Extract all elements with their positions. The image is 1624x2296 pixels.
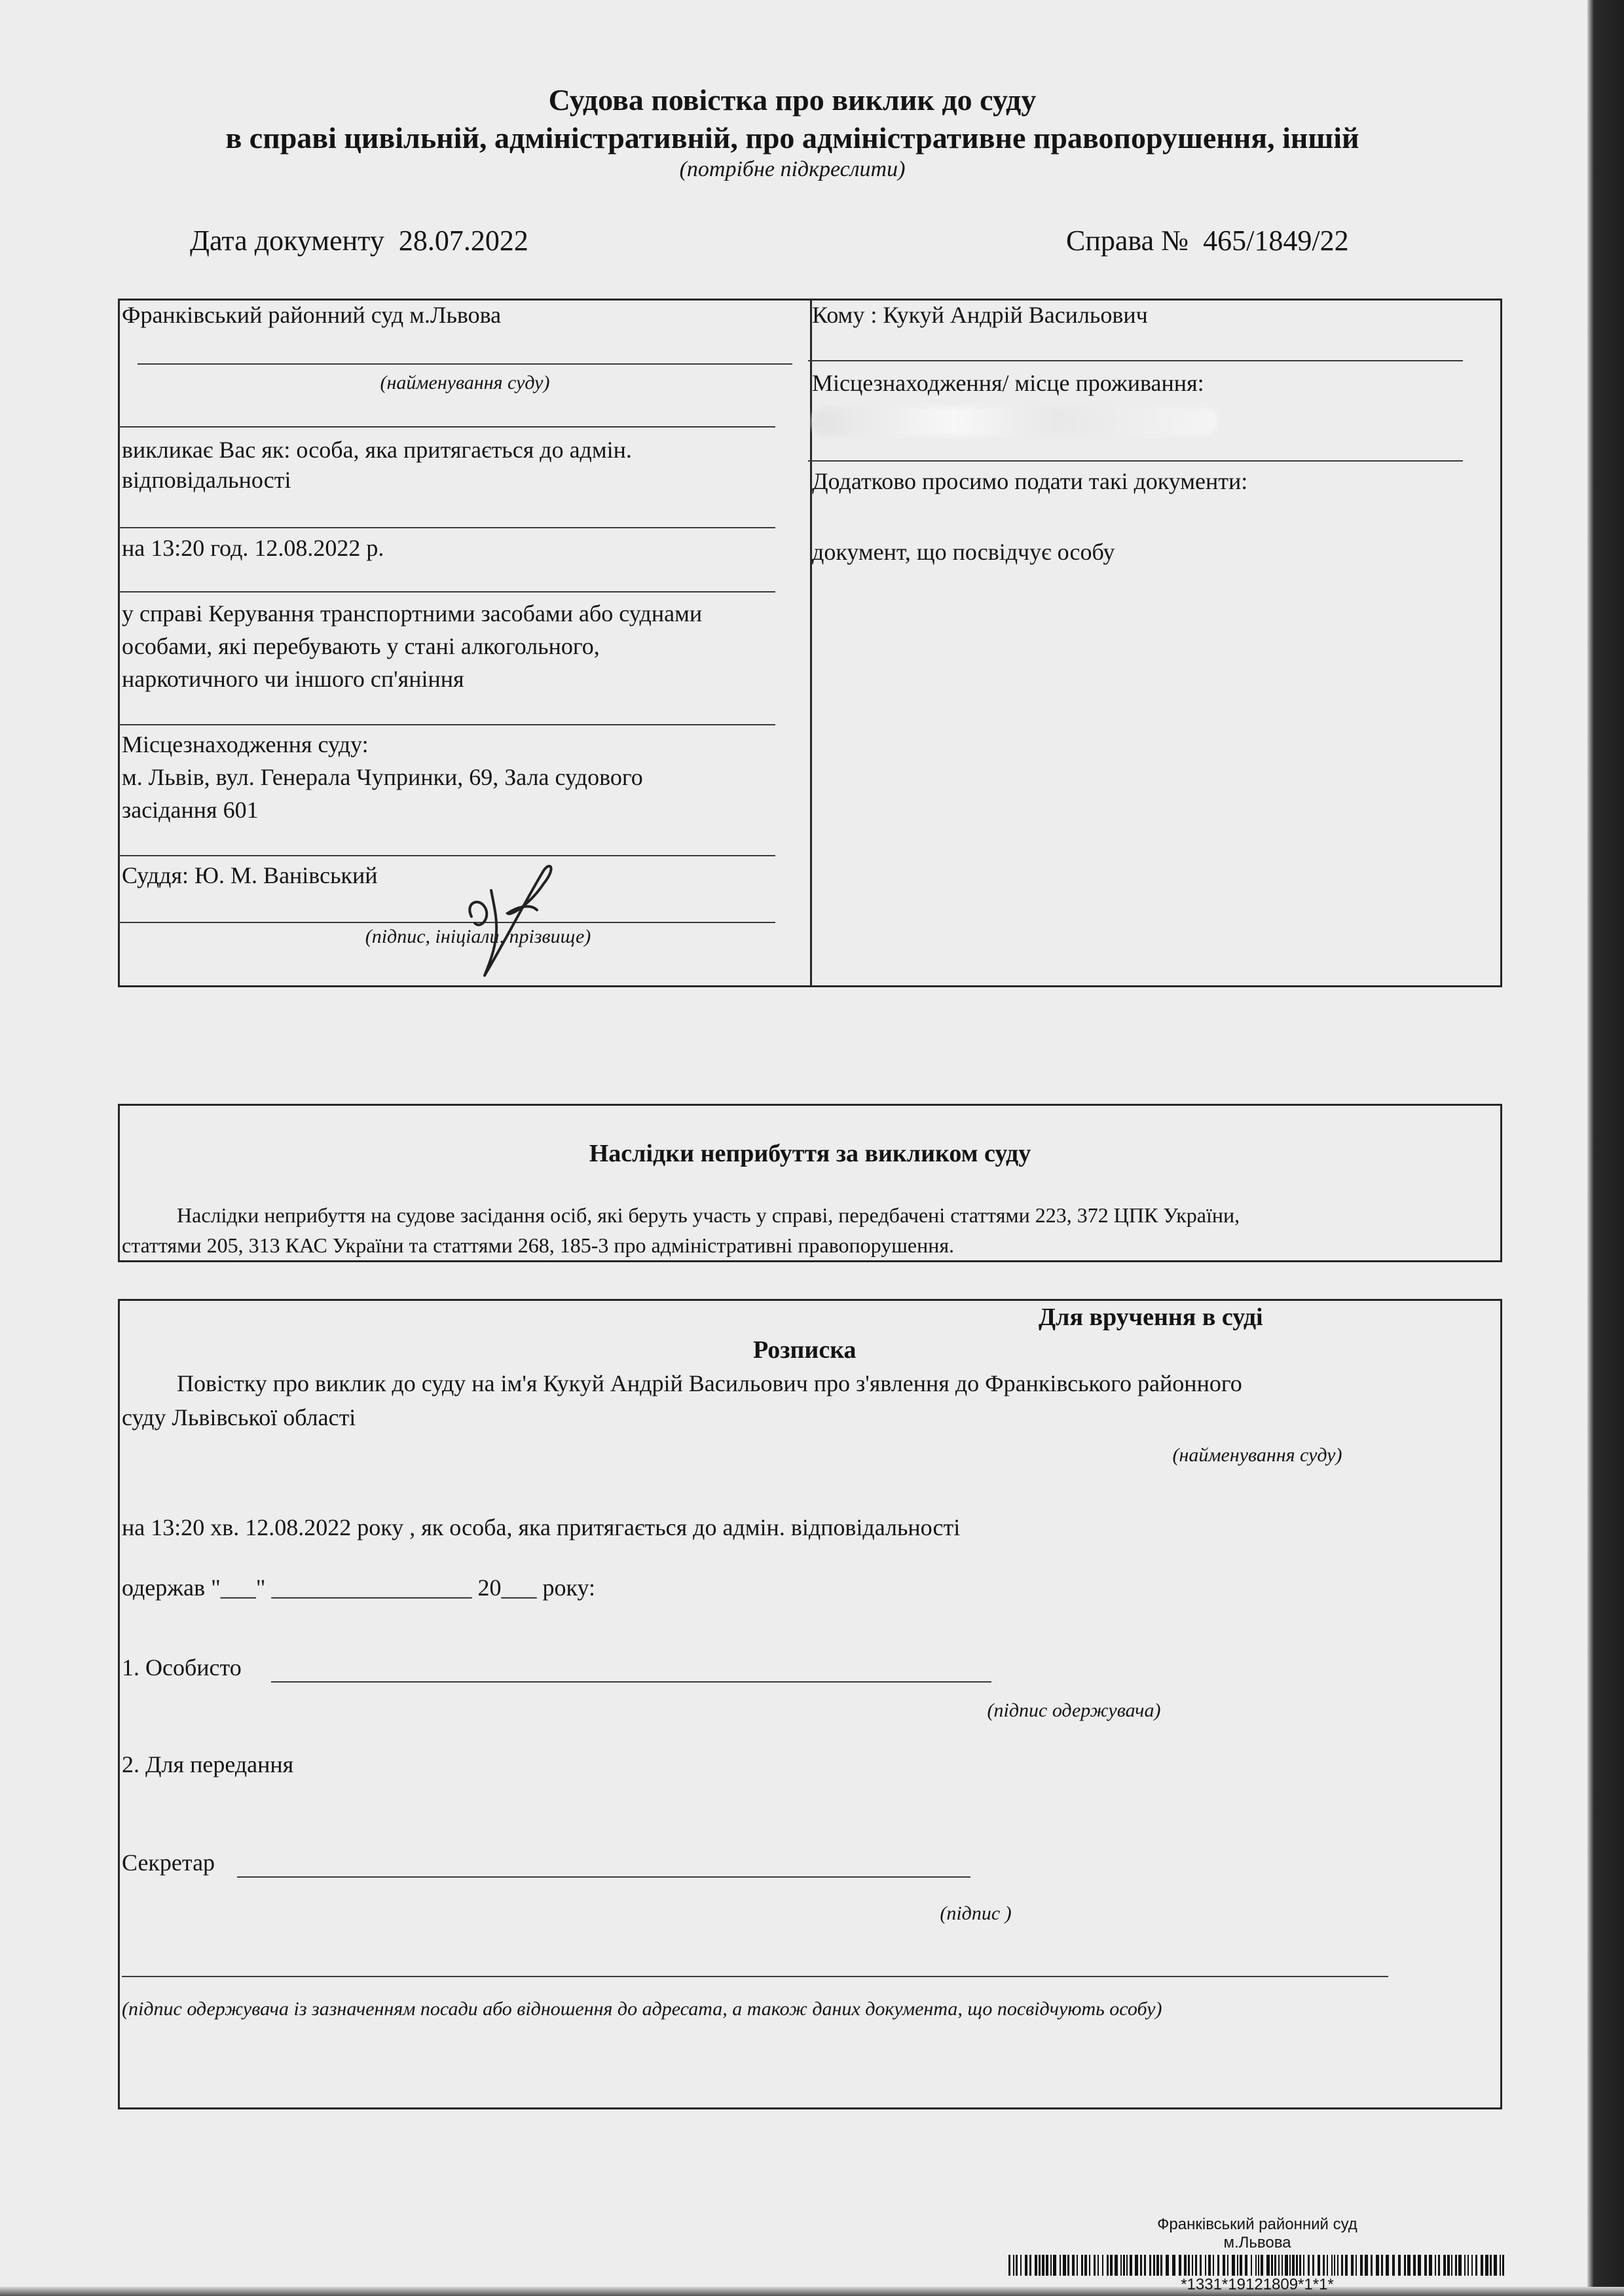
recipient-underline [808,360,1463,361]
bottom-signature-line [122,1976,1388,1977]
barcode-bar [1285,2255,1288,2276]
personally-signature-line [271,1681,991,1683]
barcode-bar [1084,2255,1087,2276]
barcode-bar [1386,2255,1389,2276]
footer-stamp-line1: Франківський районний суд [1157,2215,1357,2233]
received-line: одержав "___" _________________ 20___ року: [122,1575,596,1601]
case-label: Справа № [1066,225,1189,257]
consequences-text-line1: Наслідки неприбуття на судове засідання осіб, які беруть участь у справі, передбачені статтями 223, 372 ЦПК України, [177,1203,1240,1227]
summoned-as-line1: викликає Вас як: особа, яка притягається до адмін. [122,437,632,463]
barcode-bar [1123,2255,1125,2276]
court-location-line2: засідання 601 [122,797,259,823]
recipient-signature-caption: (підпис одержувача) [987,1700,1161,1721]
barcode-bar [1251,2255,1252,2276]
barcode-text: *1331*19121809*1*1* [1181,2276,1334,2293]
barcode-bar [1039,2255,1041,2276]
barcode-bar [1208,2255,1211,2276]
date-value: 28.07.2022 [398,225,528,257]
barcode-bar [1110,2255,1113,2276]
barcode-bar [1098,2255,1099,2276]
court-location-label: Місцезнаходження суду: [122,731,369,757]
barcode-bar [1455,2255,1457,2276]
barcode-bar [1371,2255,1373,2276]
handwritten-signature [445,845,589,989]
barcode-bar [1407,2255,1411,2276]
barcode-bar [1494,2255,1497,2276]
barcode-bar [1502,2255,1504,2276]
barcode-bar [1166,2255,1169,2276]
barcode-bar [1303,2255,1304,2276]
barcode-bar [1429,2255,1432,2276]
recipient-address-underline [808,460,1463,462]
barcode-bar [1392,2255,1395,2276]
barcode-bar [1443,2255,1446,2276]
barcode-bar [1192,2255,1193,2276]
barcode-bar [1067,2255,1069,2276]
divider [118,724,775,725]
judge-name: Суддя: Ю. М. Ванівський [122,862,378,888]
barcode-bar [1327,2255,1328,2276]
barcode-bar [1447,2255,1450,2276]
barcode-bar [1179,2255,1181,2276]
barcode-bar [1200,2255,1202,2276]
secretary-label: Секретар [122,1850,215,1876]
barcode-bar [1271,2255,1273,2276]
barcode-bar [1424,2255,1427,2276]
barcode-bar [1376,2255,1379,2276]
extra-docs-value: документ, що посвідчує особу [812,539,1115,565]
secretary-signature-line [237,1876,970,1878]
barcode-bar [1025,2255,1027,2276]
barcode-bar [1381,2255,1383,2276]
barcode-bar [1102,2255,1103,2276]
recipient-address-label: Місцезнаходження/ місце проживання: [812,370,1204,396]
hearing-time: на 13:20 год. 12.08.2022 р. [122,535,384,561]
barcode-bar [1360,2255,1363,2276]
barcode-bar [1089,2255,1090,2276]
barcode-bar [1184,2255,1187,2276]
barcode-bar [1308,2255,1310,2276]
barcode-bar [1464,2255,1466,2276]
barcode-bar [1274,2255,1276,2276]
barcode-bar [1475,2255,1477,2276]
footer-stamp-line2: м.Львова [1223,2234,1291,2251]
barcode-bar [1413,2255,1416,2276]
barcode-bar [1072,2255,1075,2276]
barcode-bar [1296,2255,1298,2276]
divider [118,426,775,428]
barcode-bar [1107,2255,1109,2276]
barcode-bar [1312,2255,1314,2276]
barcode-bar [1438,2255,1440,2276]
barcode-bar [1081,2255,1083,2276]
barcode-bar [1046,2255,1048,2276]
recipient-name: Кому : Кукуй Андрій Васильович [812,302,1148,328]
barcode-bar [1467,2255,1469,2276]
date-label: Дата документу [190,225,384,257]
barcode-bar [1077,2255,1078,2276]
barcode-bar [1351,2255,1354,2276]
barcode-bar [1245,2255,1247,2276]
barcode-bar [1160,2255,1162,2276]
barcode-bar [1035,2255,1037,2276]
barcode-bar [1481,2255,1483,2276]
extra-docs-label: Додатково просимо подати такі документи: [812,468,1248,494]
barcode-bar [1485,2255,1488,2276]
summons-divider [810,301,812,985]
barcode-bar [1451,2255,1452,2276]
redacted-address [812,407,1218,436]
receipt-text-line2: суду Львівської області [122,1404,356,1430]
barcode-bar [1153,2255,1155,2276]
barcode-bar [1323,2255,1325,2276]
signature-caption: (підпис, ініціали, прізвище) [365,926,591,947]
barcode-bar [1063,2255,1066,2276]
document-title-line1: Судова повістка про виклик до суду [548,83,1037,117]
barcode-bar [1135,2255,1138,2276]
barcode-bar [1345,2255,1348,2276]
receipt-court-caption: (найменування суду) [1172,1444,1342,1466]
barcode-bar [1458,2255,1462,2276]
barcode-bar [1261,2255,1263,2276]
barcode-bar [1356,2255,1357,2276]
barcode-bar [1282,2255,1283,2276]
receipt-text-line1: Повістку про виклик до суду на ім'я Кукуй Андрій Васильович про з'явлення до Франківського районного [177,1370,1242,1396]
case-number [1066,224,1349,257]
barcode-bar [1053,2255,1056,2276]
barcode-bar [1149,2255,1151,2276]
barcode-bar [1266,2255,1270,2276]
barcode-bar [1156,2255,1159,2276]
summoned-as-line2: відповідальності [122,467,291,493]
delivery-note: Для вручення в суді [1039,1303,1263,1331]
document-title-note: (потрібне підкреслити) [679,157,906,181]
barcode-bar [1130,2255,1132,2276]
case-value: 465/1849/22 [1203,225,1349,257]
barcode-bar [1435,2255,1436,2276]
barcode [1008,2255,1506,2276]
barcode-bar [1115,2255,1118,2276]
barcode-bar [1292,2255,1295,2276]
barcode-bar [1500,2255,1501,2276]
barcode-bar [1188,2255,1190,2276]
barcode-bar [1232,2255,1235,2276]
court-name-underline [138,363,792,365]
barcode-bar [1289,2255,1291,2276]
barcode-bar [1120,2255,1122,2276]
court-name-caption: (найменування суду) [380,372,550,393]
barcode-bar [1029,2255,1031,2276]
divider [118,527,775,528]
consequences-text-line2: статтями 205, 313 КАС України та статтями 268, 185-3 про адміністративні правопорушення. [122,1233,955,1257]
court-location-line1: м. Львів, вул. Генерала Чупринки, 69, Зала судового [122,764,643,790]
barcode-bar [1042,2255,1044,2276]
receipt-time-line: на 13:20 хв. 12.08.2022 року , як особа, яка притягається до адмін. відповідальності [122,1514,961,1540]
barcode-bar [1126,2255,1128,2276]
barcode-bar [1240,2255,1242,2276]
barcode-bar [1365,2255,1368,2276]
document-title-line2: в справі цивільній, адміністративній, про адміністративне правопорушення, іншій [225,121,1359,155]
barcode-bar [1418,2255,1421,2276]
barcode-bar [1404,2255,1406,2276]
barcode-bar [1255,2255,1257,2276]
barcode-bar [1278,2255,1280,2276]
barcode-bar [1337,2255,1338,2276]
personally-label: 1. Особисто [122,1654,242,1681]
barcode-bar [1060,2255,1061,2276]
barcode-bar [1094,2255,1096,2276]
scan-edge [1587,0,1624,2296]
bottom-caption: (підпис одержувача із зазначенням посади або відношення до адресата, а також даних документа, що посвідчують особу) [122,1998,1162,2020]
barcode-bar [1341,2255,1343,2276]
divider [118,591,775,592]
barcode-bar [1227,2255,1228,2276]
case-subject-line1: у справі Керування транспортними засобами або суднами [122,600,703,627]
barcode-bar [1020,2255,1022,2276]
secretary-signature-caption: (підпис ) [940,1903,1012,1924]
barcode-bar [1237,2255,1238,2276]
barcode-bar [1223,2255,1225,2276]
barcode-bar [1318,2255,1320,2276]
barcode-bar [1008,2255,1010,2276]
barcode-bar [1016,2255,1018,2276]
case-subject-line2: особами, які перебувають у стані алкогольного, [122,633,600,659]
barcode-bar [1195,2255,1198,2276]
barcode-bar [1144,2255,1146,2276]
transfer-label: 2. Для передання [122,1751,294,1777]
court-name: Франківський районний суд м.Львова [122,302,502,328]
document-date [190,224,528,257]
barcode-bar [1258,2255,1259,2276]
barcode-bar [1331,2255,1333,2276]
barcode-bar [1205,2255,1206,2276]
barcode-bar [1299,2255,1301,2276]
barcode-bar [1471,2255,1473,2276]
barcode-bar [1013,2255,1014,2276]
barcode-bar [1334,2255,1335,2276]
barcode-bar [1140,2255,1142,2276]
barcode-bar [1398,2255,1401,2276]
case-subject-line3: наркотичного чи іншого сп'яніння [122,666,464,692]
barcode-bar [1172,2255,1175,2276]
barcode-bar [1490,2255,1492,2276]
consequences-title: Наслідки неприбуття за викликом суду [589,1140,1031,1167]
barcode-bar [1050,2255,1052,2276]
receipt-title: Розписка [753,1336,857,1364]
barcode-bar [1217,2255,1219,2276]
barcode-bar [1213,2255,1214,2276]
